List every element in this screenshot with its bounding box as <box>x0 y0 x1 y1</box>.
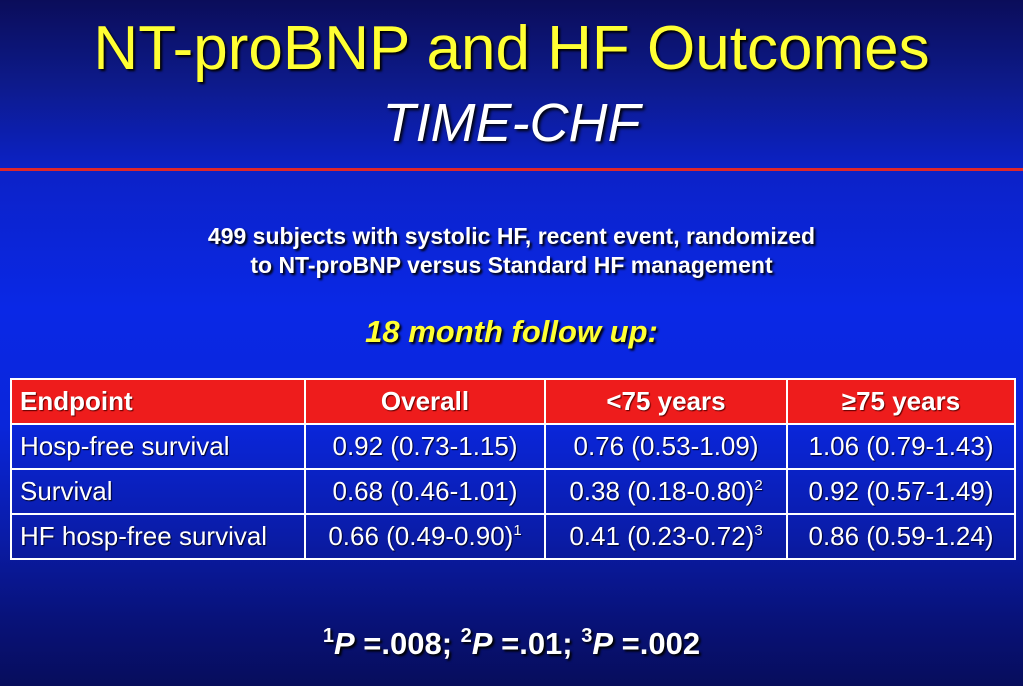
follow-up-heading: 18 month follow up: <box>365 314 658 349</box>
header-endpoint: Endpoint <box>11 379 305 424</box>
study-description <box>0 222 1023 280</box>
endpoint-cell: Survival <box>11 469 305 514</box>
header-under-75: <75 years <box>545 379 787 424</box>
over-75-cell: 0.92 (0.57-1.49) <box>787 469 1015 514</box>
slide-subtitle: TIME-CHF <box>382 93 641 153</box>
slide-title: NT-proBNP and HF Outcomes <box>93 14 930 83</box>
title-divider <box>0 168 1023 171</box>
endpoint-cell: HF hosp-free survival <box>11 514 305 559</box>
header-overall: Overall <box>305 379 545 424</box>
table-row <box>11 469 1015 514</box>
overall-cell: 0.92 (0.73-1.15) <box>305 424 545 469</box>
study-description-line-2: to NT-proBNP versus Standard HF management <box>250 252 773 278</box>
endpoint-cell: Hosp-free survival <box>11 424 305 469</box>
table-row <box>11 424 1015 469</box>
under-75-cell: 0.76 (0.53-1.09) <box>545 424 787 469</box>
over-75-cell: 0.86 (0.59-1.24) <box>787 514 1015 559</box>
footnote-value: =.01; <box>492 626 573 661</box>
study-description-line-1: 499 subjects with systolic HF, recent event, randomized <box>207 223 816 249</box>
footnote-value: =.008; <box>354 626 453 661</box>
header-over-75: ≥75 years <box>787 379 1015 424</box>
footnote-marker: 1 <box>322 625 334 647</box>
overall-cell: 0.66 $(0.49-0.90)^1$ <box>305 514 545 559</box>
footnote-p-label: P <box>592 626 614 661</box>
results-table <box>10 378 1016 560</box>
footnote-value: =.002 <box>613 626 701 661</box>
footnote-marker: 2 <box>460 625 472 647</box>
overall-cell: 0.68 (0.46-1.01) <box>305 469 545 514</box>
under-75-cell: 0.41 $(0.23-0.72)^3$ <box>545 514 787 559</box>
p-value-footnote <box>0 622 1023 666</box>
footnote-p-label: P <box>471 626 493 661</box>
under-75-cell: 0.38 $(0.18-0.80)^2$ <box>545 469 787 514</box>
over-75-cell: 1.06 (0.79-1.43) <box>787 424 1015 469</box>
footnote-marker: 3 <box>581 625 593 647</box>
table-row <box>11 514 1015 559</box>
table-header-row <box>11 379 1015 424</box>
footnote-p-label: P <box>333 626 355 661</box>
